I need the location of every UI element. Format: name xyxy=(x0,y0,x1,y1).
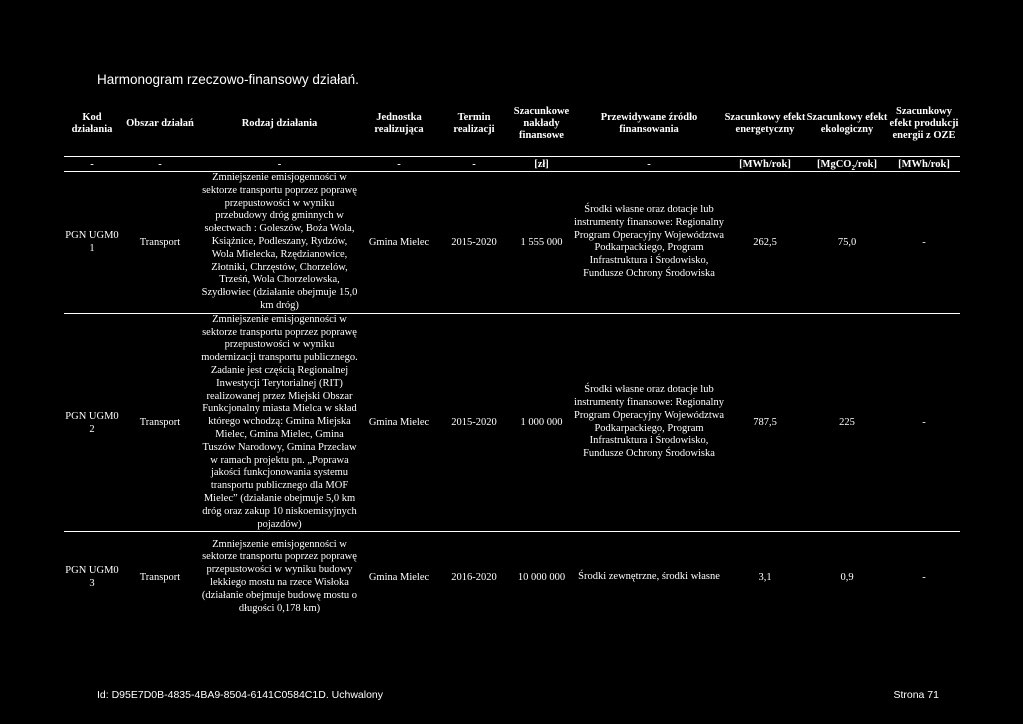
table-row xyxy=(64,172,960,314)
cell-type: Zmniejszenie emisjogenności w sektorze transportu poprzez poprawę przepustowości w wyniku modernizacji transportu publicznego. Zadanie jest częścią Regionalnej Inwestycji Terytorialnej (RIT) realizowanej przez Miejski Obszar Funkcjonalny miasta Mielca w skład którego wchodzą: Gmina Miejska Mielec, Gmina Mielec, Gmina Tuszów Narodowy, Gmina Przecław w ramach projektu pn. „Poprawa jakości funkcjonowania systemu transportu publicznego dla MOF Mielec” (działanie obejmuje 5,0 km dróg oraz zakup 10 niskoemisyjnych pojazdów) xyxy=(200,313,359,532)
cell-costs: 1 555 000 xyxy=(509,172,574,314)
cell-source: Środki własne oraz dotacje lub instrumenty finansowe: Regionalny Program Operacyjny Województwa Podkarpackiego, Program Infrastruktura i Środowisko, Fundusze Ochrony Środowiska xyxy=(574,172,724,314)
header-source: Przewidywane źródło finansowania xyxy=(600,112,698,135)
cell-eco: 75,0 xyxy=(806,172,888,314)
header-type: Rodzaj działania xyxy=(241,118,318,129)
unit-eco-post: /rok] xyxy=(854,158,877,170)
cell-eco: 0,9 xyxy=(840,571,854,583)
cell-area: Transport xyxy=(120,313,200,532)
header-code: Kod działania xyxy=(71,112,113,135)
cell-costs: 10 000 000 xyxy=(517,571,566,583)
cell-area: Transport xyxy=(139,571,181,583)
cell-energy: 3,1 xyxy=(758,571,772,583)
cell-code: PGN UGM0 1 xyxy=(64,172,120,314)
schedule-table xyxy=(64,92,960,622)
unit-source: - xyxy=(574,157,724,172)
unit-costs: [zł] xyxy=(509,157,574,172)
cell-term: 2015-2020 xyxy=(439,172,509,314)
cell-term: 2016-2020 xyxy=(451,571,497,583)
unit-eco-sub: 2 xyxy=(851,163,855,172)
unit-type: - xyxy=(200,157,359,172)
header-energy: Szacunkowy efekt energetyczny xyxy=(724,112,806,135)
header-oze: Szacunkowy efekt produkcji energii z OZE xyxy=(889,106,959,141)
cell-type: Zmniejszenie emisjogenności w sektorze transportu poprzez poprawę przepustowości w wyniku przebudowy dróg gminnych w sołectwach : Goleszów, Boża Wola, Książnice, Podleszany, Rydzów, Wola Mielecka, Rzędzianowice, Złotniki, Chrzęstów, Chorzelów, Trześń, Wola Chorzelowska, Szydłowiec (działanie obejmuje 15,0 km dróg) xyxy=(200,172,359,314)
cell-type: Zmniejszenie emisjogenności w sektorze transportu poprzez poprawę przepustowości w wyniku budowy lekkiego mostu na rzece Wisłoka (działanie obejmuje budowę mostu o długości 0,178 km) xyxy=(201,538,358,614)
header-costs: Szacunkowe nakłady finansowe xyxy=(513,106,570,141)
cell-code: PGN UGM0 3 xyxy=(65,565,119,590)
cell-unit: Gmina Mielec xyxy=(359,313,439,532)
units-row xyxy=(64,157,960,172)
unit-oze: [MWh/rok] xyxy=(888,157,960,172)
page-number: Strona 71 xyxy=(893,689,939,701)
unit-code: - xyxy=(64,157,120,172)
cell-energy: 262,5 xyxy=(724,172,806,314)
cell-unit: Gmina Mielec xyxy=(368,571,430,583)
unit-eco xyxy=(806,157,888,172)
cell-code: PGN UGM0 2 xyxy=(64,313,120,532)
header-area: Obszar działań xyxy=(126,118,194,129)
header-term: Termin realizacji xyxy=(453,112,495,135)
cell-oze: - xyxy=(922,571,926,583)
unit-unit: - xyxy=(359,157,439,172)
cell-energy: 787,5 xyxy=(724,313,806,532)
document-id: Id: D95E7D0B-4835-4BA9-8504-6141C0584C1D. Uchwalony xyxy=(97,689,384,701)
cell-costs: 1 000 000 xyxy=(509,313,574,532)
unit-eco-pre: [MgCO xyxy=(817,158,852,170)
cell-oze: - xyxy=(888,172,960,314)
table-row xyxy=(64,313,960,532)
header-row xyxy=(64,92,960,157)
header-eco: Szacunkowy efekt ekologiczny xyxy=(806,112,888,135)
cell-area: Transport xyxy=(120,172,200,314)
cell-source: Środki zewnętrzne, środki własne xyxy=(578,570,720,582)
cell-term: 2015-2020 xyxy=(439,313,509,532)
page-title: Harmonogram rzeczowo-finansowy działań. xyxy=(97,72,359,87)
cell-unit: Gmina Mielec xyxy=(359,172,439,314)
cell-source: Środki własne oraz dotacje lub instrumenty finansowe: Regionalny Program Operacyjny Województwa Podkarpackiego, Program Infrastruktura i Środowisko, Fundusze Ochrony Środowiska xyxy=(574,313,724,532)
cell-eco: 225 xyxy=(806,313,888,532)
unit-area: - xyxy=(120,157,200,172)
cell-oze: - xyxy=(888,313,960,532)
header-unit: Jednostka realizująca xyxy=(374,112,424,135)
unit-term: - xyxy=(439,157,509,172)
table-row xyxy=(64,532,960,622)
unit-energy: [MWh/rok] xyxy=(724,157,806,172)
